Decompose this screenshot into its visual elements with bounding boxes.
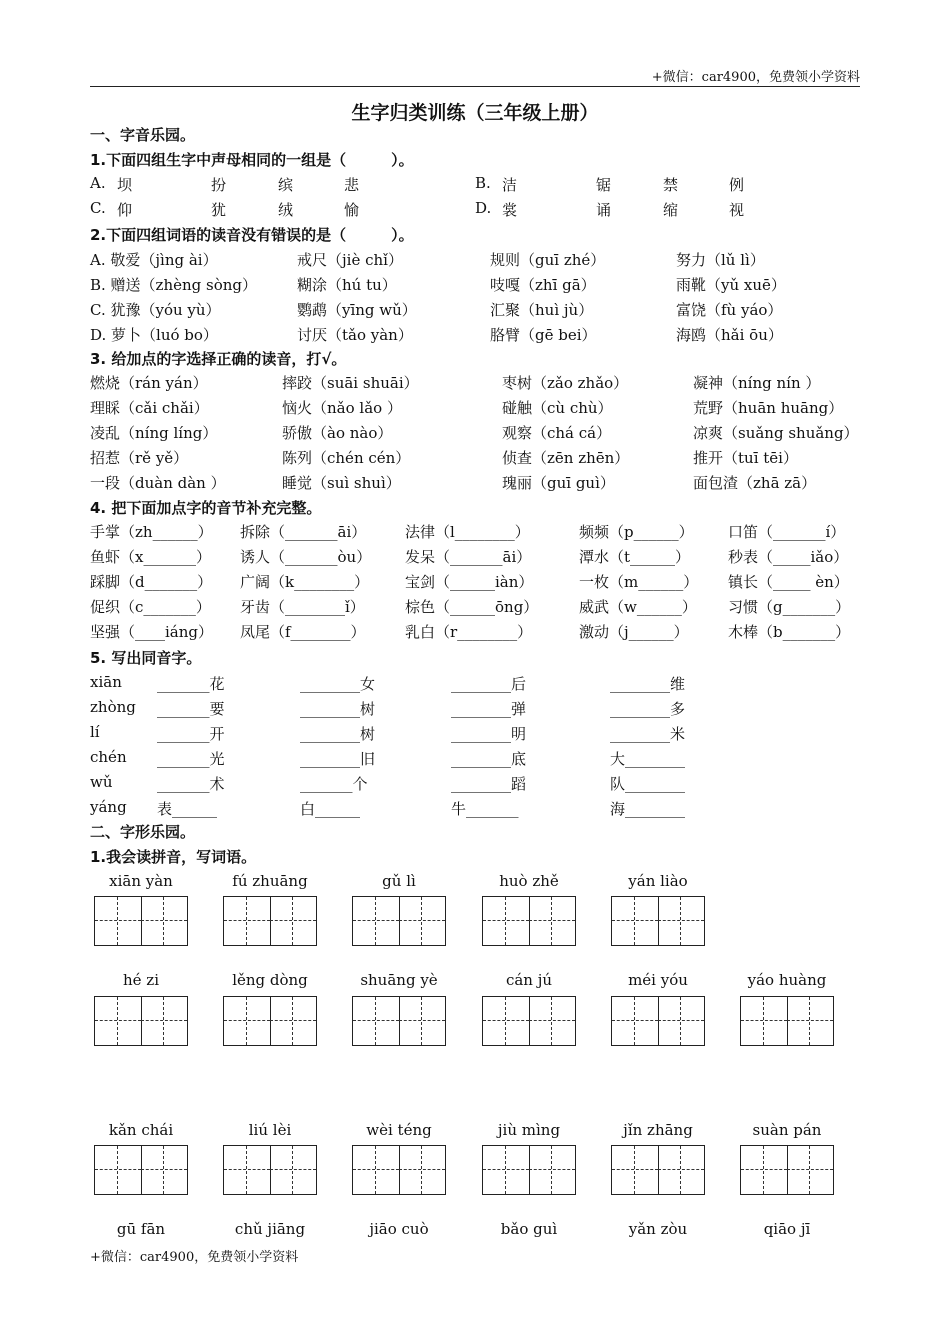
grid-cell bbox=[612, 997, 659, 1045]
writing-grid[interactable] bbox=[223, 1145, 317, 1195]
q3-cell: 陈列（chén cén） bbox=[282, 449, 411, 467]
q3-cell: 一段（duàn dàn ） bbox=[90, 474, 226, 492]
grid-guide-horizontal bbox=[224, 1169, 270, 1170]
q5-blank: _______光 bbox=[157, 750, 225, 768]
q5-blank: ________旧 bbox=[300, 750, 376, 768]
grid-guide-vertical bbox=[634, 997, 635, 1045]
q2-cell: 规则（guī zhé） bbox=[490, 251, 606, 269]
grid-guide-horizontal bbox=[224, 920, 270, 921]
grid-guide-vertical bbox=[551, 997, 552, 1045]
grid-guide-horizontal bbox=[612, 920, 658, 921]
grid-guide-horizontal bbox=[529, 920, 575, 921]
grid-pinyin: kǎn chái bbox=[108, 1121, 174, 1139]
grid-guide-vertical bbox=[680, 997, 681, 1045]
q3-cell: 瑰丽（guī guì） bbox=[502, 474, 615, 492]
grid-cell bbox=[224, 897, 271, 945]
grid-guide-vertical bbox=[163, 997, 164, 1045]
grid-cell bbox=[399, 1146, 445, 1194]
grid-pinyin: cán jú bbox=[505, 971, 553, 989]
q3-prompt: 3. 给加点的字选择正确的读音，打√。 bbox=[90, 350, 347, 368]
q3-cell: 骄傲（ào nào） bbox=[282, 424, 393, 442]
grid-guide-horizontal bbox=[529, 1020, 575, 1021]
q5-blank: ________蹈 bbox=[451, 775, 527, 793]
q5-blank: _______花 bbox=[157, 675, 225, 693]
q1-option-char: 禁 bbox=[663, 176, 679, 194]
q3-cell: 观察（chá cá） bbox=[502, 424, 612, 442]
grid-cell bbox=[658, 897, 704, 945]
q3-cell: 凝神（níng nín ） bbox=[693, 374, 821, 392]
q4-cell: 潭水（t______） bbox=[579, 548, 691, 566]
grid-guide-horizontal bbox=[399, 920, 445, 921]
q3-cell: 摔跤（suāi shuāi） bbox=[282, 374, 419, 392]
q2-cell: 海鸥（hǎi ōu） bbox=[676, 326, 783, 344]
grid-cell bbox=[483, 1146, 530, 1194]
grid-guide-horizontal bbox=[399, 1020, 445, 1021]
grid-cell bbox=[658, 997, 704, 1045]
q1-option-char: 诵 bbox=[596, 201, 612, 219]
grid-cell bbox=[95, 1146, 142, 1194]
grid-guide-vertical bbox=[163, 1146, 164, 1194]
q5-blank: ________树 bbox=[300, 725, 376, 743]
q1-option-char: 仰 bbox=[117, 201, 133, 219]
grid-pinyin: jiāo cuò bbox=[369, 1220, 429, 1238]
grid-guide-horizontal bbox=[270, 1169, 316, 1170]
grid-guide-horizontal bbox=[787, 1169, 833, 1170]
q2-cell: 胳臂（gē bei） bbox=[490, 326, 597, 344]
q4-cell: 一枚（m______） bbox=[579, 573, 699, 591]
q5-blank: 大________ bbox=[610, 750, 686, 768]
q4-cell: 威武（w______） bbox=[579, 598, 697, 616]
grid-guide-vertical bbox=[809, 997, 810, 1045]
q5-blank: ________女 bbox=[300, 675, 376, 693]
grid-pinyin: yán liào bbox=[628, 872, 688, 890]
s2-q1-prompt: 1.我会读拼音，写词语。 bbox=[90, 848, 257, 866]
writing-grid[interactable] bbox=[611, 1145, 705, 1195]
grid-guide-vertical bbox=[292, 897, 293, 945]
q3-cell: 枣树（zǎo zhǎo） bbox=[502, 374, 629, 392]
grid-guide-horizontal bbox=[141, 920, 187, 921]
writing-grid[interactable] bbox=[223, 896, 317, 946]
grid-cell bbox=[270, 1146, 316, 1194]
q1-option-char: 扮 bbox=[211, 176, 227, 194]
q4-cell: 诱人（_______òu） bbox=[240, 548, 372, 566]
writing-grid[interactable] bbox=[94, 896, 188, 946]
grid-guide-vertical bbox=[117, 1146, 118, 1194]
q5-blank: _______术 bbox=[157, 775, 225, 793]
footer-note: +微信：car4900，免费领小学资料 bbox=[90, 1250, 299, 1265]
grid-guide-vertical bbox=[163, 897, 164, 945]
grid-pinyin: jiù mìng bbox=[497, 1121, 561, 1139]
q4-cell: 拆除（_______āi） bbox=[240, 523, 367, 541]
grid-cell bbox=[529, 997, 575, 1045]
q2-cell: 讨厌（tǎo yàn） bbox=[297, 326, 413, 344]
grid-guide-horizontal bbox=[270, 1020, 316, 1021]
grid-cell bbox=[741, 1146, 788, 1194]
grid-guide-vertical bbox=[117, 997, 118, 1045]
grid-guide-vertical bbox=[680, 897, 681, 945]
q5-pinyin: wǔ bbox=[90, 773, 113, 791]
grid-pinyin: gǔ lì bbox=[382, 872, 416, 890]
writing-grid[interactable] bbox=[611, 896, 705, 946]
grid-pinyin: shuāng yè bbox=[360, 971, 438, 989]
grid-guide-horizontal bbox=[658, 920, 704, 921]
grid-guide-horizontal bbox=[529, 1169, 575, 1170]
grid-pinyin: gū fān bbox=[116, 1220, 166, 1238]
q3-cell: 恼火（nǎo lǎo ） bbox=[282, 399, 402, 417]
grid-pinyin: yǎn zòu bbox=[628, 1220, 688, 1238]
q5-pinyin: xiān bbox=[90, 673, 122, 691]
grid-guide-vertical bbox=[809, 1146, 810, 1194]
grid-guide-horizontal bbox=[787, 1020, 833, 1021]
q1-option-char: 裳 bbox=[502, 201, 518, 219]
writing-grid[interactable] bbox=[740, 996, 834, 1046]
grid-cell bbox=[529, 1146, 575, 1194]
grid-cell bbox=[483, 897, 530, 945]
q4-cell: 习惯（g_______） bbox=[728, 598, 851, 616]
q3-cell: 凉爽（suǎng shuǎng） bbox=[693, 424, 859, 442]
grid-cell bbox=[787, 1146, 833, 1194]
writing-grid[interactable] bbox=[352, 1145, 446, 1195]
grid-guide-vertical bbox=[634, 1146, 635, 1194]
q4-cell: 激动（j______） bbox=[579, 623, 689, 641]
q3-cell: 凌乱（níng líng） bbox=[90, 424, 218, 442]
q2-cell: D. 萝卜（luó bo） bbox=[90, 326, 218, 344]
q4-cell: 棕色（______ōng） bbox=[405, 598, 539, 616]
q5-blank: ________多 bbox=[610, 700, 686, 718]
grid-guide-horizontal bbox=[741, 1020, 787, 1021]
grid-cell bbox=[224, 1146, 271, 1194]
grid-pinyin: jǐn zhāng bbox=[623, 1121, 693, 1139]
q1-option-char: 缩 bbox=[663, 201, 679, 219]
q1-option-label: B. bbox=[475, 174, 491, 192]
grid-guide-vertical bbox=[421, 997, 422, 1045]
q1-option-char: 锯 bbox=[596, 176, 612, 194]
q4-cell: 秒表（_____iǎo） bbox=[728, 548, 849, 566]
q3-cell: 荒野（huān huāng） bbox=[693, 399, 844, 417]
grid-pinyin: méi yóu bbox=[628, 971, 688, 989]
q5-blank: ________维 bbox=[610, 675, 686, 693]
q5-blank: ________树 bbox=[300, 700, 376, 718]
grid-pinyin: fú zhuāng bbox=[232, 872, 308, 890]
grid-guide-horizontal bbox=[141, 1169, 187, 1170]
q1-option-char: 绒 bbox=[278, 201, 294, 219]
page-title: 生字归类训练（三年级上册） bbox=[351, 102, 599, 124]
q3-cell: 燃烧（rán yán） bbox=[90, 374, 208, 392]
grid-guide-horizontal bbox=[353, 920, 399, 921]
q4-cell: 手掌（zh______） bbox=[90, 523, 213, 541]
q2-cell: 汇聚（huì jù） bbox=[490, 301, 594, 319]
grid-guide-vertical bbox=[505, 997, 506, 1045]
header-rule bbox=[90, 86, 860, 87]
writing-grid[interactable] bbox=[740, 1145, 834, 1195]
grid-pinyin: wèi téng bbox=[366, 1121, 432, 1139]
q1-option-char: 坝 bbox=[117, 176, 133, 194]
q5-blank: ________弹 bbox=[451, 700, 527, 718]
q4-cell: 频频（p______） bbox=[579, 523, 694, 541]
q2-cell: 鹦鹉（yīng wǔ） bbox=[297, 301, 417, 319]
q5-blank: _______个 bbox=[300, 775, 368, 793]
grid-guide-vertical bbox=[292, 997, 293, 1045]
q1-option-char: 例 bbox=[729, 176, 745, 194]
grid-guide-horizontal bbox=[741, 1169, 787, 1170]
grid-cell bbox=[353, 1146, 400, 1194]
q5-pinyin: yáng bbox=[90, 798, 127, 816]
q2-cell: C. 犹豫（yóu yù） bbox=[90, 301, 221, 319]
grid-guide-horizontal bbox=[399, 1169, 445, 1170]
q1-option-label: C. bbox=[90, 199, 106, 217]
grid-guide-vertical bbox=[246, 897, 247, 945]
grid-cell bbox=[612, 897, 659, 945]
q2-cell: 雨靴（yǔ xuē） bbox=[676, 276, 786, 294]
grid-guide-vertical bbox=[246, 997, 247, 1045]
grid-guide-vertical bbox=[375, 897, 376, 945]
grid-cell bbox=[141, 1146, 187, 1194]
q5-blank: ________后 bbox=[451, 675, 527, 693]
grid-pinyin: hé zi bbox=[122, 971, 159, 989]
grid-guide-vertical bbox=[505, 897, 506, 945]
q1-option-char: 犹 bbox=[211, 201, 227, 219]
q1-option-char: 视 bbox=[729, 201, 745, 219]
section2-heading: 二、字形乐园。 bbox=[90, 823, 196, 841]
writing-grid[interactable] bbox=[611, 996, 705, 1046]
writing-grid[interactable] bbox=[94, 1145, 188, 1195]
grid-cell bbox=[95, 997, 142, 1045]
grid-guide-horizontal bbox=[353, 1169, 399, 1170]
grid-guide-horizontal bbox=[658, 1020, 704, 1021]
q2-cell: 戒尺（jiè chǐ） bbox=[297, 251, 403, 269]
q3-cell: 睡觉（suì shuì） bbox=[282, 474, 401, 492]
q4-cell: 广阔（k________） bbox=[240, 573, 370, 591]
q1-option-char: 愉 bbox=[344, 201, 360, 219]
grid-guide-vertical bbox=[375, 1146, 376, 1194]
grid-cell bbox=[483, 997, 530, 1045]
grid-cell bbox=[529, 897, 575, 945]
grid-guide-horizontal bbox=[483, 920, 529, 921]
grid-pinyin: xiān yàn bbox=[109, 872, 173, 890]
grid-pinyin: chǔ jiāng bbox=[234, 1220, 306, 1238]
grid-pinyin: bǎo guì bbox=[500, 1220, 558, 1238]
q3-cell: 招惹（rě yě） bbox=[90, 449, 189, 467]
q4-cell: 镇长（_____ èn） bbox=[728, 573, 849, 591]
grid-guide-vertical bbox=[763, 1146, 764, 1194]
header-note: +微信：car4900，免费领小学资料 bbox=[651, 70, 860, 85]
q3-cell: 理睬（cǎi chǎi） bbox=[90, 399, 209, 417]
grid-guide-horizontal bbox=[95, 1020, 141, 1021]
q5-blank: _______开 bbox=[157, 725, 225, 743]
grid-guide-horizontal bbox=[353, 1020, 399, 1021]
q4-cell: 木棒（b_______） bbox=[728, 623, 851, 641]
grid-guide-horizontal bbox=[141, 1020, 187, 1021]
q2-prompt: 2.下面四组词语的读音没有错误的是（ ）。 bbox=[90, 226, 414, 244]
q5-blank: 表______ bbox=[157, 800, 218, 818]
grid-cell bbox=[270, 997, 316, 1045]
q2-cell: 富饶（fù yáo） bbox=[676, 301, 783, 319]
grid-guide-vertical bbox=[551, 1146, 552, 1194]
q5-pinyin: chén bbox=[90, 748, 127, 766]
section1-heading: 一、字音乐园。 bbox=[90, 126, 196, 144]
grid-guide-vertical bbox=[505, 1146, 506, 1194]
q4-cell: 宝剑（______iàn） bbox=[405, 573, 534, 591]
q4-cell: 鱼虾（x_______） bbox=[90, 548, 211, 566]
q4-cell: 促织（c_______） bbox=[90, 598, 211, 616]
grid-cell bbox=[787, 997, 833, 1045]
q4-cell: 乳白（r________） bbox=[405, 623, 533, 641]
grid-cell bbox=[353, 997, 400, 1045]
grid-guide-horizontal bbox=[612, 1169, 658, 1170]
writing-grid[interactable] bbox=[352, 896, 446, 946]
q5-blank: _______要 bbox=[157, 700, 225, 718]
q5-pinyin: zhòng bbox=[90, 698, 136, 716]
grid-guide-vertical bbox=[246, 1146, 247, 1194]
q5-blank: ________底 bbox=[451, 750, 527, 768]
grid-guide-vertical bbox=[421, 1146, 422, 1194]
q2-cell: B. 赠送（zhèng sòng） bbox=[90, 276, 258, 294]
grid-cell bbox=[141, 997, 187, 1045]
grid-guide-horizontal bbox=[483, 1169, 529, 1170]
q4-cell: 牙齿（________ǐ） bbox=[240, 598, 365, 616]
q1-prompt: 1.下面四组生字中声母相同的一组是（ ）。 bbox=[90, 151, 414, 169]
grid-guide-horizontal bbox=[658, 1169, 704, 1170]
q3-cell: 碰触（cù chù） bbox=[502, 399, 613, 417]
grid-guide-vertical bbox=[763, 997, 764, 1045]
grid-pinyin: yáo huàng bbox=[747, 971, 827, 989]
q3-cell: 面包渣（zhā zā） bbox=[693, 474, 817, 492]
writing-grid[interactable] bbox=[352, 996, 446, 1046]
grid-cell bbox=[141, 897, 187, 945]
q4-cell: 坚强（____iáng） bbox=[90, 623, 214, 641]
grid-pinyin: huò zhě bbox=[499, 872, 559, 890]
grid-pinyin: qiāo jī bbox=[763, 1220, 811, 1238]
q1-option-char: 洁 bbox=[502, 176, 518, 194]
q2-cell: A. 敬爱（jìng ài） bbox=[90, 251, 218, 269]
q3-cell: 推开（tuī tēi） bbox=[693, 449, 798, 467]
q5-blank: ________米 bbox=[610, 725, 686, 743]
q1-option-label: A. bbox=[90, 174, 106, 192]
q4-cell: 凤尾（f________） bbox=[240, 623, 366, 641]
q1-option-char: 悲 bbox=[344, 176, 360, 194]
writing-grid[interactable] bbox=[482, 1145, 576, 1195]
grid-guide-vertical bbox=[680, 1146, 681, 1194]
q1-option-char: 缤 bbox=[278, 176, 294, 194]
grid-cell bbox=[270, 897, 316, 945]
writing-grid[interactable] bbox=[223, 996, 317, 1046]
q5-prompt: 5. 写出同音字。 bbox=[90, 649, 202, 667]
grid-guide-vertical bbox=[634, 897, 635, 945]
writing-grid[interactable] bbox=[482, 996, 576, 1046]
grid-guide-horizontal bbox=[95, 920, 141, 921]
q5-blank: 白______ bbox=[300, 800, 361, 818]
q4-cell: 口笛（_______í） bbox=[728, 523, 846, 541]
grid-guide-vertical bbox=[551, 897, 552, 945]
q5-blank: 牛_______ bbox=[451, 800, 519, 818]
grid-guide-vertical bbox=[375, 997, 376, 1045]
grid-cell bbox=[658, 1146, 704, 1194]
grid-guide-vertical bbox=[117, 897, 118, 945]
grid-cell bbox=[224, 997, 271, 1045]
writing-grid[interactable] bbox=[94, 996, 188, 1046]
grid-cell bbox=[399, 997, 445, 1045]
grid-cell bbox=[95, 897, 142, 945]
grid-guide-vertical bbox=[292, 1146, 293, 1194]
q1-option-label: D. bbox=[475, 199, 492, 217]
grid-cell bbox=[399, 897, 445, 945]
q5-blank: 队________ bbox=[610, 775, 686, 793]
q2-cell: 糊涂（hú tu） bbox=[297, 276, 397, 294]
q5-pinyin: lí bbox=[90, 723, 100, 741]
grid-guide-horizontal bbox=[95, 1169, 141, 1170]
q5-blank: ________明 bbox=[451, 725, 527, 743]
q2-cell: 吱嘎（zhī gā） bbox=[490, 276, 596, 294]
writing-grid[interactable] bbox=[482, 896, 576, 946]
grid-guide-horizontal bbox=[224, 1020, 270, 1021]
q2-cell: 努力（lǔ lì） bbox=[676, 251, 765, 269]
q3-cell: 侦查（zēn zhēn） bbox=[502, 449, 630, 467]
grid-guide-horizontal bbox=[612, 1020, 658, 1021]
grid-guide-vertical bbox=[421, 897, 422, 945]
grid-cell bbox=[741, 997, 788, 1045]
q4-prompt: 4. 把下面加点字的音节补充完整。 bbox=[90, 499, 322, 517]
grid-guide-horizontal bbox=[270, 920, 316, 921]
q5-blank: 海________ bbox=[610, 800, 686, 818]
grid-pinyin: liú lèi bbox=[248, 1121, 292, 1139]
q4-cell: 踩脚（d_______） bbox=[90, 573, 213, 591]
grid-cell bbox=[353, 897, 400, 945]
grid-pinyin: suàn pán bbox=[752, 1121, 822, 1139]
q4-cell: 法律（l________） bbox=[405, 523, 530, 541]
grid-guide-horizontal bbox=[483, 1020, 529, 1021]
grid-cell bbox=[612, 1146, 659, 1194]
grid-pinyin: lěng dòng bbox=[232, 971, 308, 989]
q4-cell: 发呆（_______āi） bbox=[405, 548, 532, 566]
